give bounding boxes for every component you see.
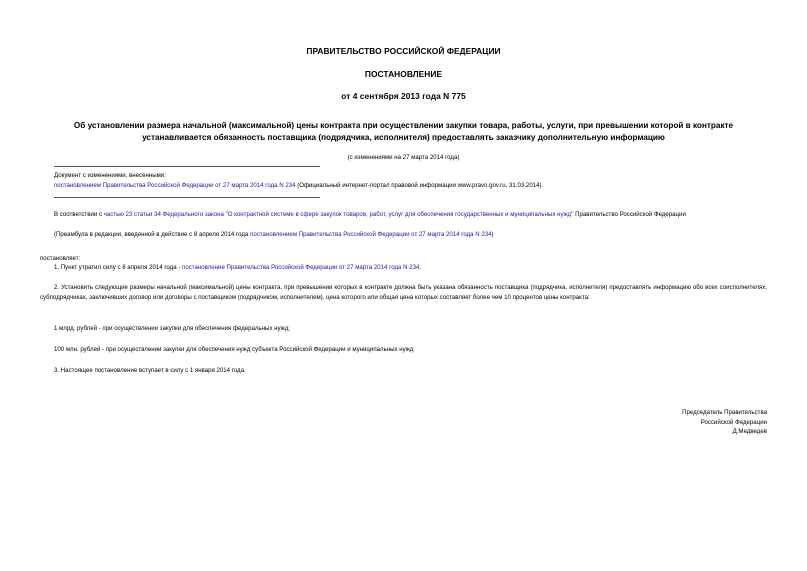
item-3: 3. Настоящее постановление вступает в силу с 1 января 2014 года. <box>54 367 246 374</box>
revision-note: (с изменениями на 27 марта 2014 года) <box>347 154 460 161</box>
amendments-line <box>54 181 543 190</box>
amendment-link[interactable]: постановлением Правительства Российской Федерации от 27 марта 2014 года N 234 <box>54 182 296 189</box>
federal-law-link[interactable]: частью 23 статьи 34 Федерального закона "О контрактной системе в сфере закупок товаров, работ, услуг для обеспечения государственных и муниципальных нужд" <box>103 211 574 218</box>
preamble-suffix: Правительство Российской Федерации <box>573 211 686 218</box>
edition-link[interactable]: постановлением Правительства Российской Федерации от 27 марта 2014 года N 234 <box>250 231 492 238</box>
edition-suffix: ) <box>491 231 494 238</box>
resolves-text: постановляет: <box>40 255 81 262</box>
item-1-prefix: 1. Пункт утратил силу с 8 апреля 2014 года - <box>54 264 183 271</box>
doc-type-heading: ПОСТАНОВЛЕНИЕ <box>364 69 443 79</box>
amendment-source: (Официальный интернет-портал правовой информации www.pravo.gov.ru, 31.03.2014). <box>295 182 544 189</box>
item-1-suffix: . <box>419 264 422 271</box>
item-2: 2. Установить следующие размеры начальной (максимальной) цены контракта, при превышении которых в контракте должна быть указана обязанность поставщика (подрядчика, исполнителя) предоставлять информацию обо всех соисполнителях, субподрядчиках, заключивших договор или договоры с поставщиком (подрядчиком, исполнителем), цена которого или общая цена которых составляет более чем 10 процентов цены контракта: <box>40 284 767 301</box>
divider-bottom <box>54 197 320 198</box>
item-2b: 100 млн. рублей - при осуществлении закупки для обеспечения нужд субъекта Российской Федерации и муниципальных нужд. <box>54 346 416 353</box>
date-number-heading: от 4 сентября 2013 года N 775 <box>341 91 466 101</box>
preamble-edition-note <box>54 230 494 239</box>
title-line-2: устанавливается обязанность поставщика (подрядчика, исполнителя) предоставлять заказчику дополнительную информацию <box>142 133 665 142</box>
document-title <box>40 120 767 144</box>
signature-block <box>682 408 767 437</box>
preamble-prefix: В соответствии с <box>54 211 104 218</box>
item-2a: 1 млрд. рублей - при осуществлении закупки для обеспечения федеральных нужд; <box>54 325 290 332</box>
item-1 <box>54 263 421 272</box>
signature-country: Российской Федерации <box>700 418 767 426</box>
item-1-link[interactable]: постановление Правительства Российской Федерации от 27 марта 2014 года N 234 <box>182 264 420 271</box>
signature-name: Д.Медведев <box>732 428 767 435</box>
title-line-1: Об установлении размера начальной (максимальной) цены контракта при осуществлении закупки товара, работы, услуги, при превышении которой в контракте <box>73 121 734 130</box>
divider-top <box>54 166 320 167</box>
signature-title: Председатель Правительства <box>682 409 767 416</box>
edition-prefix: (Преамбула в редакции, введенной в действие с 8 апреля 2014 года <box>54 231 251 238</box>
government-heading: ПРАВИТЕЛЬСТВО РОССИЙСКОЙ ФЕДЕРАЦИИ <box>306 46 501 56</box>
amendments-label: Документ с изменениями, внесенными: <box>54 172 166 179</box>
preamble <box>40 210 767 220</box>
